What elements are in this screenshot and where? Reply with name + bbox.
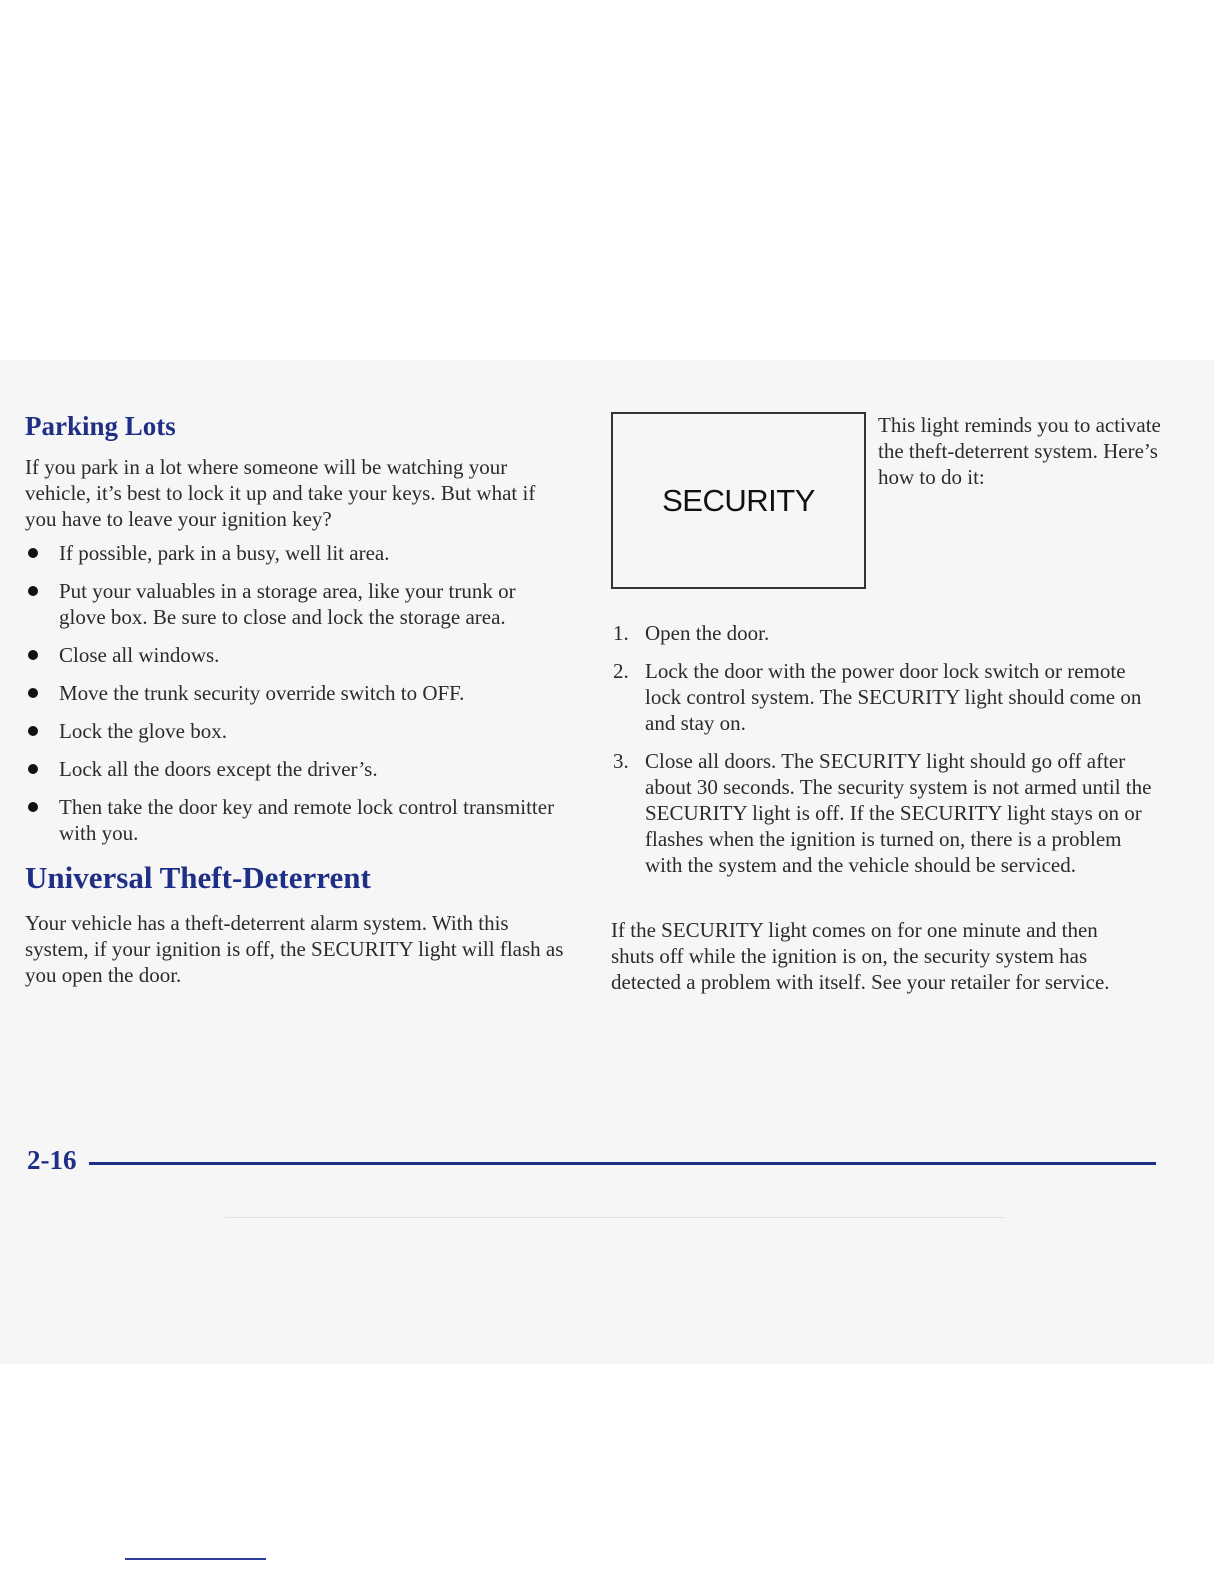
list-item: Put your valuables in a storage area, like your trunk or glove box. Be sure to close and lock the storage area. bbox=[25, 578, 565, 630]
step-text: Open the door. bbox=[645, 621, 770, 645]
section-title-parking-lots: Parking Lots bbox=[25, 411, 176, 441]
list-item bbox=[611, 658, 1156, 736]
list-item: Then take the door key and remote lock control transmitter with you. bbox=[25, 794, 565, 846]
parking-intro-paragraph: If you park in a lot where someone will be watching your vehicle, it’s best to lock it up and take your keys. But what if you have to leave your ignition key? bbox=[25, 455, 536, 531]
security-problem-paragraph: If the SECURITY light comes on for one minute and then shuts off while the ignition is on, the security system has detected a problem with itself. See your retailer for service. bbox=[611, 918, 1110, 994]
bullet-icon bbox=[28, 688, 38, 698]
section-title-universal-theft-deterrent: Universal Theft-Deterrent bbox=[25, 860, 371, 895]
step-number: 2. bbox=[613, 659, 629, 683]
parking-tips-list bbox=[25, 540, 565, 846]
left-column bbox=[25, 408, 565, 988]
theft-intro-paragraph: Your vehicle has a theft-deterrent alarm system. With this system, if your ignition is off, the SECURITY light will flash as you open the door. bbox=[25, 911, 564, 987]
list-item bbox=[611, 620, 1156, 646]
list-item: Close all windows. bbox=[25, 642, 565, 668]
footer-divider bbox=[89, 1162, 1156, 1165]
arming-steps-list bbox=[611, 620, 1156, 890]
bullet-icon bbox=[28, 802, 38, 812]
bottom-link-underline bbox=[125, 1558, 266, 1560]
step-text: Lock the door with the power door lock switch or remote lock control system. The SECURITY light should come on and stay on. bbox=[645, 659, 1142, 735]
step-number: 1. bbox=[613, 621, 629, 645]
list-item bbox=[611, 748, 1156, 878]
security-light-illustration bbox=[611, 412, 866, 589]
page-number: 2-16 bbox=[27, 1145, 77, 1175]
faint-divider bbox=[225, 1217, 1005, 1218]
bullet-icon bbox=[28, 586, 38, 596]
step-text: Close all doors. The SECURITY light should go off after about 30 seconds. The security system is not armed until the SECURITY light is off. If the SECURITY light stays on or flashes when the ignition is turned on, there is a problem with the system and the vehicle should be serviced. bbox=[645, 749, 1152, 877]
security-light-caption: This light reminds you to activate the theft-deterrent system. Here’s how to do it: bbox=[878, 413, 1161, 489]
bullet-icon bbox=[28, 548, 38, 558]
step-number: 3. bbox=[613, 749, 629, 773]
bullet-icon bbox=[28, 650, 38, 660]
bullet-icon bbox=[28, 764, 38, 774]
list-item: Move the trunk security override switch to OFF. bbox=[25, 680, 565, 706]
list-item: Lock the glove box. bbox=[25, 718, 565, 744]
bullet-icon bbox=[28, 726, 38, 736]
list-item: Lock all the doors except the driver’s. bbox=[25, 756, 565, 782]
security-light-label: SECURITY bbox=[662, 482, 815, 518]
list-item: If possible, park in a busy, well lit area. bbox=[25, 540, 565, 566]
